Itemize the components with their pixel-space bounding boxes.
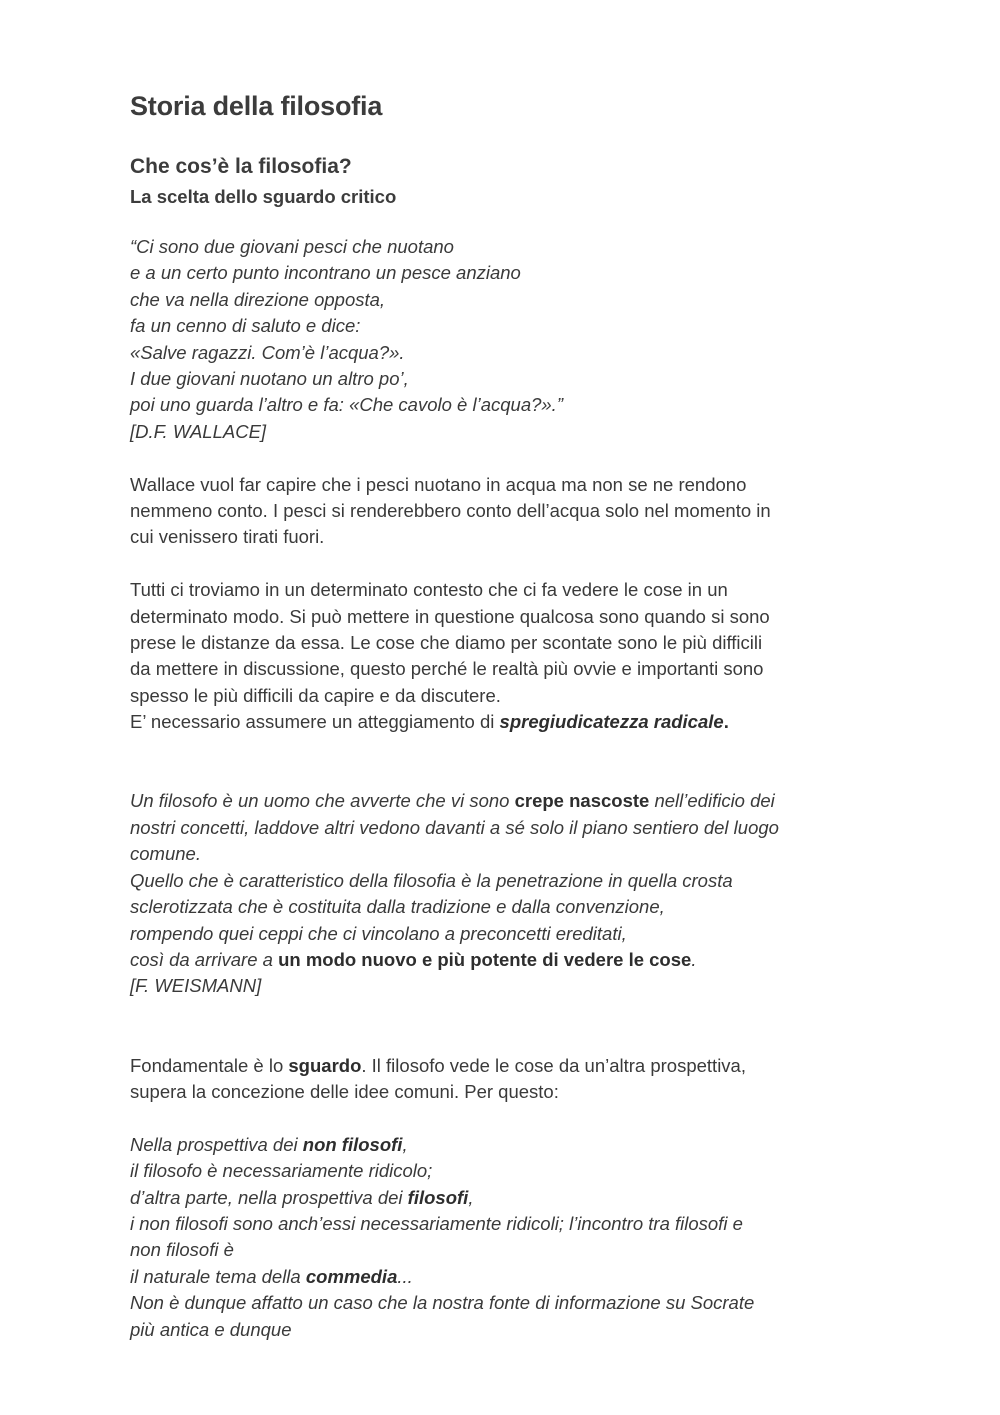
paragraph-context xyxy=(130,577,890,735)
emphasis-spregiudicatezza: spregiudicatezza radicale xyxy=(499,711,724,733)
quote-line: fa un cenno di saluto e dice: xyxy=(130,315,361,337)
text-line: nemmeno conto. I pesci si renderebbero conto dell’acqua solo nel momento in xyxy=(130,500,771,522)
quote-line: I due giovani nuotano un altro po’, xyxy=(130,368,409,390)
emphasis-filosofi: filosofi xyxy=(407,1186,469,1208)
text-segment: . Il filosofo vede le cose da un’altra prospettiva, xyxy=(361,1054,746,1076)
text-line: Tutti ci troviamo in un determinato contesto che ci fa vedere le cose in un xyxy=(130,579,728,601)
quote-line: nostri concetti, laddove altri vedono davanti a sé solo il piano sentiero del luogo xyxy=(130,816,779,838)
quote-line: comune. xyxy=(130,843,201,865)
text-line: prese le distanze da essa. Le cose che diamo per scontate sono le più difficili xyxy=(130,632,763,654)
quote-line: i non filosofi sono anch’essi necessariamente ridicoli; l’incontro tra filosofi e xyxy=(130,1212,743,1234)
quote-line: più antica e dunque xyxy=(130,1318,292,1340)
emphasis-commedia: commedia xyxy=(305,1265,398,1287)
text-segment: il naturale tema della xyxy=(130,1265,306,1287)
text-segment: . xyxy=(723,711,729,733)
emphasis-crepe-nascoste: crepe nascoste xyxy=(514,790,650,812)
weismann-quote xyxy=(130,788,890,999)
quote-line xyxy=(130,788,890,814)
text-line xyxy=(130,1053,890,1079)
quote-line xyxy=(130,947,890,973)
quote-line: il filosofo è necessariamente ridicolo; xyxy=(130,1160,433,1182)
text-segment: , xyxy=(402,1133,408,1155)
emphasis-sguardo: sguardo xyxy=(288,1054,362,1076)
quote-line: Quello che è caratteristico della filosofia è la penetrazione in quella crosta xyxy=(130,869,733,891)
text-line: da mettere in discussione, questo perché le realtà più ovvie e importanti sono xyxy=(130,658,764,680)
quote-attribution: [D.F. WALLACE] xyxy=(130,420,267,442)
quote-line: che va nella direzione opposta, xyxy=(130,288,386,310)
quote-line xyxy=(130,1185,890,1211)
paragraph-sguardo xyxy=(130,1053,890,1106)
text-segment: ... xyxy=(397,1265,413,1287)
quote-attribution: [F. WEISMANN] xyxy=(130,975,262,997)
quote-line: rompendo quei ceppi che ci vincolano a preconcetti ereditati, xyxy=(130,922,627,944)
document-page xyxy=(130,86,890,1343)
text-line: Wallace vuol far capire che i pesci nuotano in acqua ma non se ne rendono xyxy=(130,473,747,495)
quote-line: Non è dunque affatto un caso che la nostra fonte di informazione su Socrate xyxy=(130,1292,755,1314)
emphasis-modo-nuovo: un modo nuovo e più potente di vedere le cose xyxy=(278,948,692,970)
text-segment: , xyxy=(468,1186,474,1208)
text-segment: E’ necessario assumere un atteggiamento di xyxy=(130,711,500,733)
text-line xyxy=(130,709,890,735)
quote-line: “Ci sono due giovani pesci che nuotano xyxy=(130,236,454,257)
emphasis-non-filosofi: non filosofi xyxy=(302,1133,403,1155)
text-line: determinato modo. Si può mettere in questione qualcosa sono quando si sono xyxy=(130,605,770,627)
section-subtitle: La scelta dello sguardo critico xyxy=(130,186,397,207)
document-title: Storia della filosofia xyxy=(130,91,383,121)
quote-line xyxy=(130,1264,890,1290)
quote-line: non filosofi è xyxy=(130,1239,234,1261)
text-segment: così da arrivare a xyxy=(130,948,279,970)
text-segment: Nella prospettiva dei xyxy=(130,1133,303,1155)
quote-line xyxy=(130,1132,890,1158)
text-segment: d’altra parte, nella prospettiva dei xyxy=(130,1186,408,1208)
quote-line: e a un certo punto incontrano un pesce anziano xyxy=(130,262,521,284)
comedy-quote xyxy=(130,1132,890,1343)
quote-line: poi uno guarda l’altro e fa: «Che cavolo è l’acqua?».” xyxy=(130,394,563,416)
quote-line: «Salve ragazzi. Com’è l’acqua?». xyxy=(130,341,405,363)
text-segment: . xyxy=(691,948,697,970)
wallace-quote xyxy=(130,234,890,445)
text-segment: Fondamentale è lo xyxy=(130,1054,289,1076)
text-line: supera la concezione delle idee comuni. Per questo: xyxy=(130,1080,559,1102)
text-line: spesso le più difficili da capire e da discutere. xyxy=(130,684,501,706)
text-line: cui venissero tirati fuori. xyxy=(130,526,325,548)
paragraph-wallace-explanation xyxy=(130,472,890,551)
text-segment: Un filosofo è un uomo che avverte che vi sono xyxy=(130,790,515,812)
section-title: Che cos’è la filosofia? xyxy=(130,155,352,178)
quote-line: sclerotizzata che è costituita dalla tradizione e dalla convenzione, xyxy=(130,896,665,918)
text-segment: nell’edificio dei xyxy=(649,790,775,812)
